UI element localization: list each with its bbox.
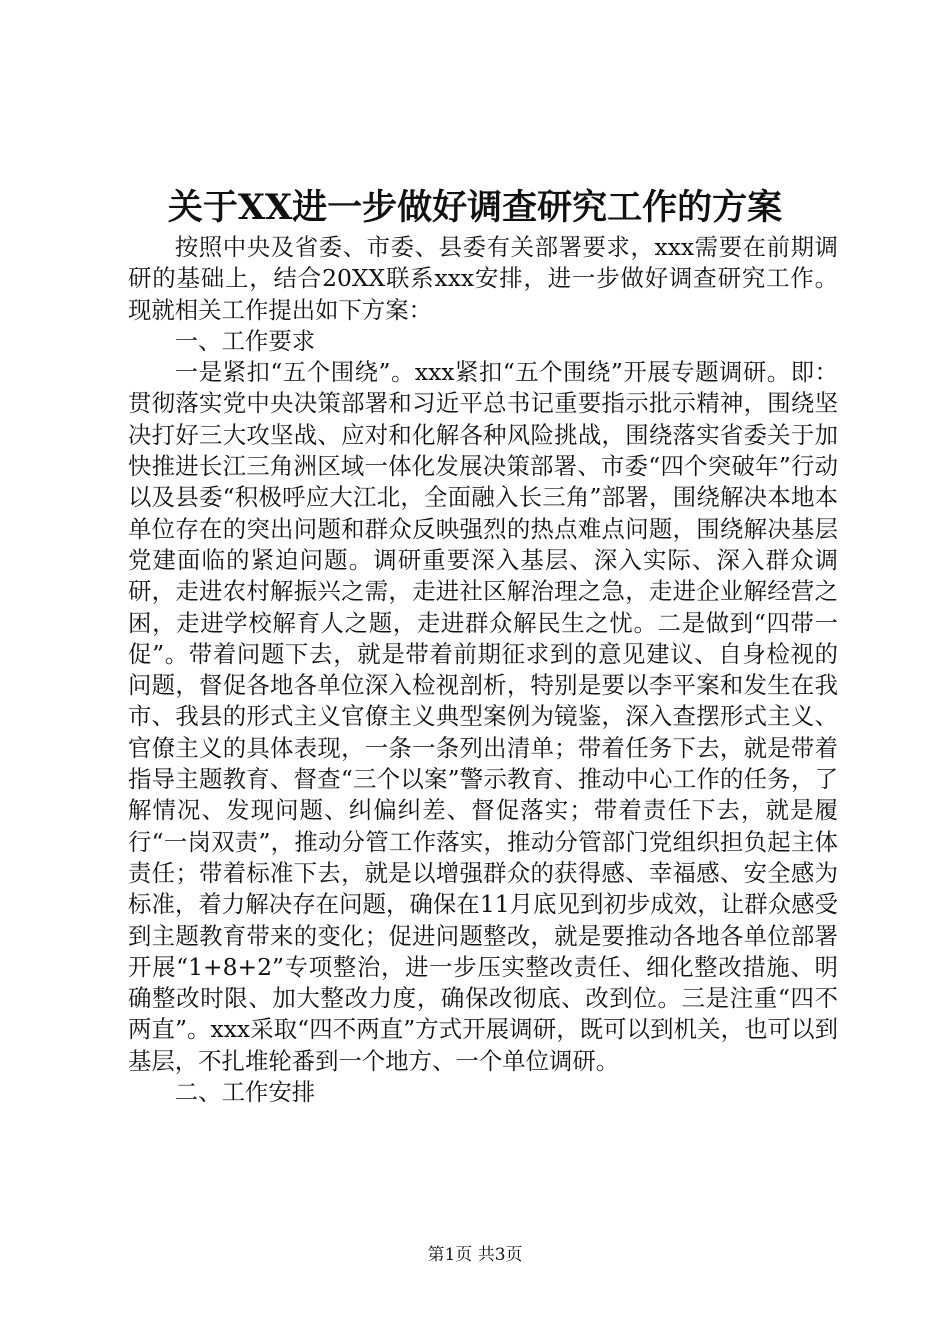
page-number-footer: 第1页 共3页 (427, 1245, 523, 1265)
intro-paragraph: 按照中央及省委、市委、县委有关部署要求，xxx需要在前期调研的基础上，结合20XX联系xxx安排，进一步做好调查研究工作。现就相关工作提出如下方案： (128, 233, 838, 324)
section-heading-work-arrangement: 二、工作安排 (174, 1078, 316, 1107)
work-requirements-paragraph: 一是紧扣“五个围绕”。xxx紧扣“五个围绕”开展专题调研。即：贯彻落实党中央决策部署和习近平总书记重要指示批示精神，围绕坚决打好三大攻坚战、应对和化解各种风险挑战，围绕落实省委关于加快推进长江三角洲区域一体化发展决策部署、市委“四个突破年”行动以及县委“积极呼应大江北，全面融入长三角”部署，围绕解决本地本单位存在的突出问题和群众反映强烈的热点难点问题，围绕解决基层党建面临的紧迫问题。调研重要深入基层、深入实际、深入群众调研，走进农村解振兴之需，走进社区解治理之急，走进企业解经营之困，走进学校解育人之题，走进群众解民生之忧。二是做到“四带一促”。带着问题下去，就是带着前期征求到的意见建议、自身检视的问题，督促各地各单位深入检视剖析，特别是要以李平案和发生在我市、我县的形式主义官僚主义典型案例为镜鉴，深入查摆形式主义、官僚主义的具体表现，一条一条列出清单；带着任务下去，就是带着指导主题教育、督查“三个以案”警示教育、推动中心工作的任务，了解情况、发现问题、纠偏纠差、督促落实；带着责任下去，就是履行“一岗双责”，推动分管工作落实，推动分管部门党组织担负起主体责任；带着标准下去，就是以增强群众的获得感、幸福感、安全感为标准，着力解决存在问题，确保在11月底见到初步成效，让群众感受到主题教育带来的变化；促进问题整改，就是要推动各地各单位部署开展“1+8+2”专项整治，进一步压实整改责任、细化整改措施、明确整改时限、加大整改力度，确保改彻底、改到位。三是注重“四不两直”。xxx采取“四不两直”方式开展调研，既可以到机关，也可以到基层，不扎堆轮番到一个地方、一个单位调研。 (128, 358, 838, 1075)
section-heading-work-requirements: 一、工作要求 (174, 326, 316, 355)
document-body (128, 232, 838, 1108)
document-title: 关于XX进一步做好调查研究工作的方案 (167, 187, 783, 228)
